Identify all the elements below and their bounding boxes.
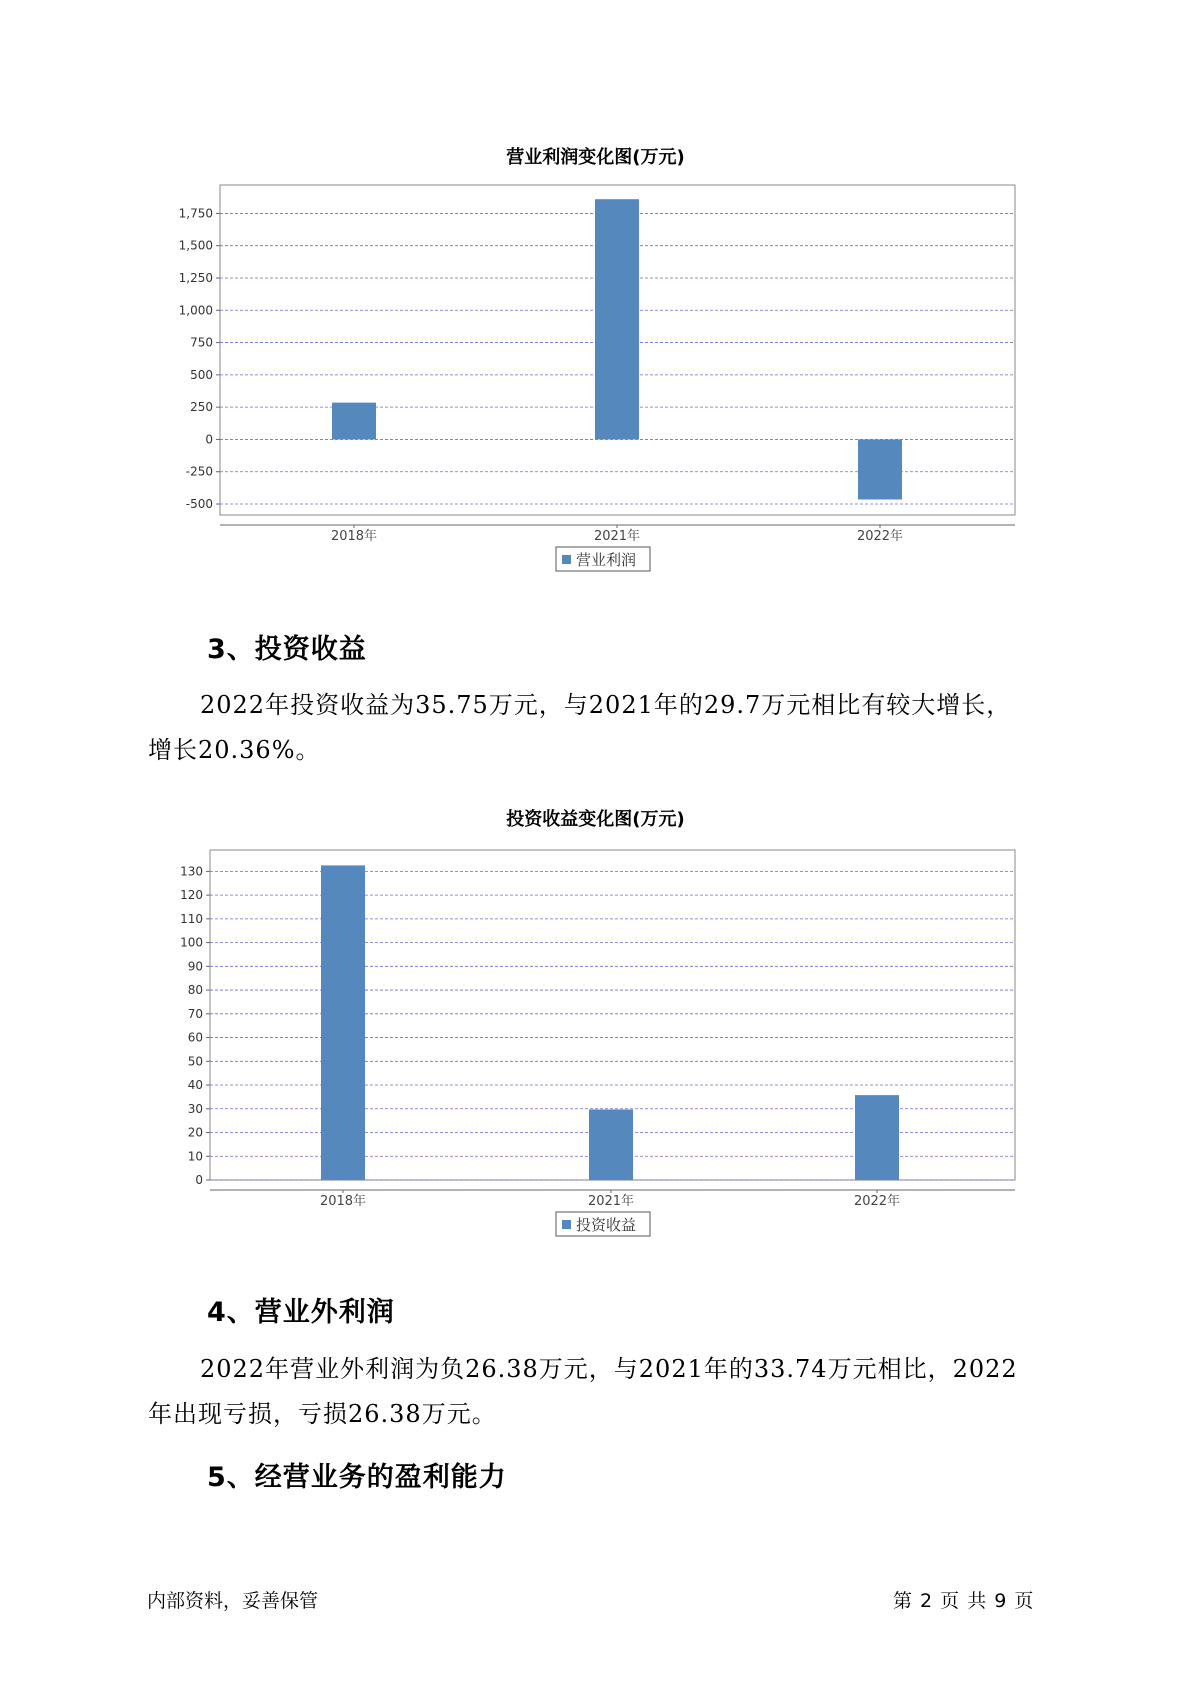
x-tick-label: 2018年 (319, 1194, 367, 1209)
investment-income-chart (0, 840, 1191, 1260)
y-tick-label: 70 (187, 1006, 203, 1021)
y-tick-label: 130 (180, 864, 203, 879)
y-tick-label: 120 (180, 888, 203, 903)
y-tick-label: 40 (187, 1078, 203, 1093)
bar-2018年 (321, 865, 365, 1180)
section-heading-profitability: 5、经营业务的盈利能力 (207, 1462, 507, 1493)
footer-page-number: 第 2 页 共 9 页 (893, 1590, 1035, 1612)
x-tick-label: 2022年 (853, 1194, 901, 1209)
y-tick-label: 1,000 (178, 303, 213, 318)
bar-2018年 (332, 403, 376, 440)
y-tick-label: 50 (187, 1054, 203, 1069)
y-tick-label: 110 (180, 911, 203, 926)
footer-confidential-note: 内部资料，妥善保管 (147, 1590, 319, 1612)
legend-label: 投资收益 (576, 1216, 637, 1234)
y-tick-label: 60 (187, 1030, 203, 1045)
bar-2022年 (855, 1095, 899, 1180)
y-tick-label: 500 (190, 367, 213, 382)
bar-2021年 (589, 1109, 633, 1180)
x-tick-label: 2021年 (593, 529, 641, 544)
paragraph-line: 增长20.36%。 (148, 736, 321, 764)
y-tick-label: 1,250 (178, 270, 213, 285)
y-tick-label: 100 (180, 935, 203, 950)
y-tick-label: 90 (187, 959, 203, 974)
x-tick-label: 2018年 (330, 529, 378, 544)
bar-2022年 (858, 439, 902, 499)
section-heading-non-operating-profit: 4、营业外利润 (207, 1297, 395, 1328)
y-tick-label: 1,750 (178, 206, 213, 221)
y-tick-label: 20 (187, 1125, 203, 1140)
y-tick-label: 0 (195, 1173, 203, 1187)
chart-title-operating-profit: 营业利润变化图(万元) (506, 147, 685, 168)
y-tick-label: 0 (205, 432, 213, 447)
x-tick-label: 2021年 (587, 1194, 635, 1209)
y-tick-label: 1,500 (178, 238, 213, 253)
y-tick-label: 250 (190, 400, 213, 415)
paragraph-investment-income (148, 683, 1048, 773)
chart-title-investment-income: 投资收益变化图(万元) (506, 809, 685, 830)
legend (556, 547, 650, 571)
paragraph-line: 年出现亏损，亏损26.38万元。 (148, 1400, 497, 1428)
y-tick-label: -250 (185, 464, 213, 479)
paragraph-non-operating-profit (148, 1347, 1048, 1437)
legend-swatch (562, 1220, 571, 1229)
y-tick-label: 30 (187, 1101, 203, 1116)
y-tick-label: 80 (187, 983, 203, 998)
paragraph-line: 2022年投资收益为35.75万元，与2021年的29.7万元相比有较大增长， (200, 691, 1012, 719)
section-heading-investment-income: 3、投资收益 (207, 634, 367, 665)
legend-label: 营业利润 (576, 551, 637, 569)
x-tick-label: 2022年 (856, 529, 904, 544)
operating-profit-chart (0, 175, 1191, 595)
y-tick-label: 10 (187, 1149, 203, 1164)
y-tick-label: 750 (190, 335, 213, 350)
paragraph-line: 2022年营业外利润为负26.38万元，与2021年的33.74万元相比，2022 (200, 1355, 1018, 1383)
legend-swatch (562, 555, 571, 564)
bar-2021年 (595, 199, 639, 439)
legend (556, 1212, 650, 1236)
y-tick-label: -500 (185, 497, 213, 512)
